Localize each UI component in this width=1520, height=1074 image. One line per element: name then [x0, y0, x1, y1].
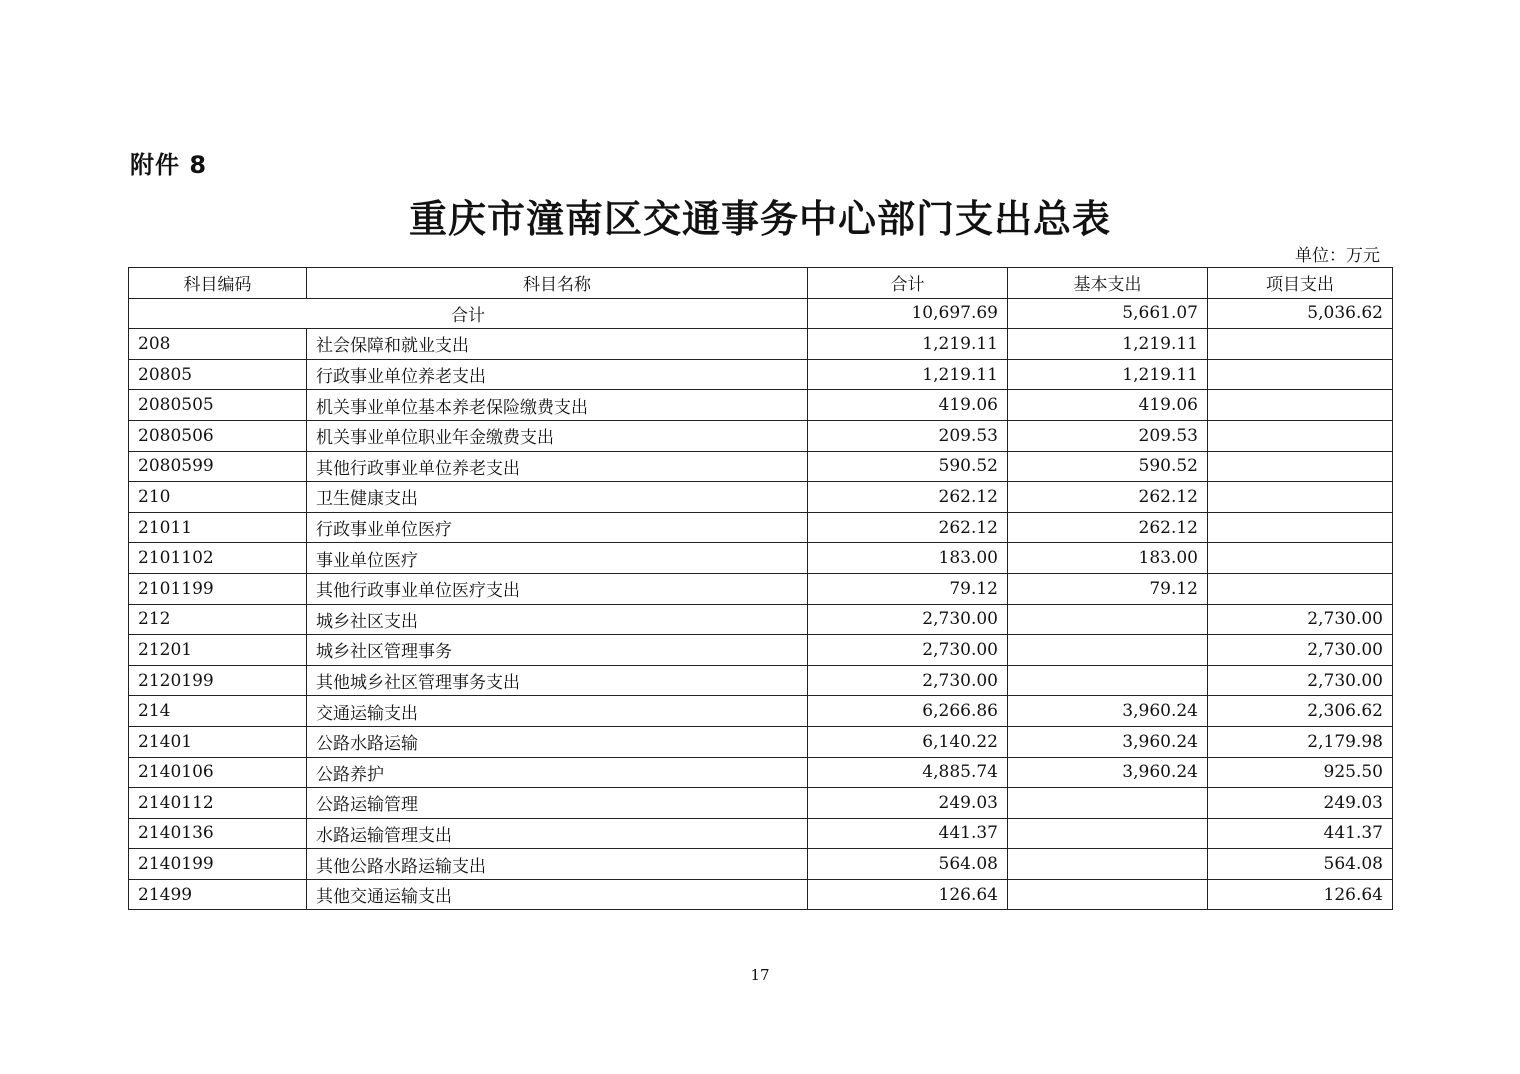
unit-label: 单位：万元	[1295, 246, 1380, 266]
table-row	[129, 696, 1393, 727]
table-row	[129, 757, 1393, 788]
table-row	[129, 573, 1393, 604]
cell-basic: 3,960.24	[1008, 696, 1208, 727]
cell-project	[1208, 543, 1393, 574]
cell-project	[1208, 482, 1393, 513]
summary-basic: 5,661.07	[1008, 298, 1208, 329]
cell-code: 2101102	[129, 543, 307, 574]
table-row	[129, 543, 1393, 574]
cell-name: 交通运输支出	[307, 696, 808, 727]
cell-basic	[1008, 635, 1208, 666]
cell-code: 20805	[129, 359, 307, 390]
table-body	[129, 298, 1393, 910]
cell-project	[1208, 359, 1393, 390]
cell-name: 机关事业单位基本养老保险缴费支出	[307, 390, 808, 421]
cell-code: 212	[129, 604, 307, 635]
table-row	[129, 879, 1393, 910]
cell-name: 卫生健康支出	[307, 482, 808, 513]
cell-total: 590.52	[808, 451, 1008, 482]
cell-name: 其他行政事业单位养老支出	[307, 451, 808, 482]
cell-total: 249.03	[808, 788, 1008, 819]
cell-name: 事业单位医疗	[307, 543, 808, 574]
cell-total: 79.12	[808, 573, 1008, 604]
header-basic: 基本支出	[1008, 268, 1208, 299]
cell-basic	[1008, 849, 1208, 880]
summary-total: 10,697.69	[808, 298, 1008, 329]
table-row	[129, 849, 1393, 880]
cell-code: 21401	[129, 726, 307, 757]
cell-project	[1208, 512, 1393, 543]
cell-project: 2,306.62	[1208, 696, 1393, 727]
table-row	[129, 359, 1393, 390]
table-row	[129, 788, 1393, 819]
cell-project	[1208, 420, 1393, 451]
cell-total: 126.64	[808, 879, 1008, 910]
cell-total: 2,730.00	[808, 665, 1008, 696]
summary-row	[129, 298, 1393, 329]
cell-basic: 79.12	[1008, 573, 1208, 604]
table-row	[129, 420, 1393, 451]
table-row	[129, 329, 1393, 360]
cell-total: 209.53	[808, 420, 1008, 451]
cell-total: 262.12	[808, 482, 1008, 513]
cell-code: 210	[129, 482, 307, 513]
cell-total: 2,730.00	[808, 604, 1008, 635]
header-code: 科目编码	[129, 268, 307, 299]
cell-basic: 209.53	[1008, 420, 1208, 451]
cell-project: 2,730.00	[1208, 665, 1393, 696]
cell-code: 2080505	[129, 390, 307, 421]
cell-basic	[1008, 665, 1208, 696]
cell-name: 机关事业单位职业年金缴费支出	[307, 420, 808, 451]
cell-project: 249.03	[1208, 788, 1393, 819]
cell-name: 城乡社区管理事务	[307, 635, 808, 666]
cell-code: 21201	[129, 635, 307, 666]
cell-name: 社会保障和就业支出	[307, 329, 808, 360]
cell-basic	[1008, 818, 1208, 849]
cell-code: 214	[129, 696, 307, 727]
cell-basic: 183.00	[1008, 543, 1208, 574]
cell-project	[1208, 451, 1393, 482]
cell-total: 183.00	[808, 543, 1008, 574]
table-row	[129, 818, 1393, 849]
cell-project: 564.08	[1208, 849, 1393, 880]
cell-code: 208	[129, 329, 307, 360]
cell-name: 城乡社区支出	[307, 604, 808, 635]
cell-name: 水路运输管理支出	[307, 818, 808, 849]
cell-total: 441.37	[808, 818, 1008, 849]
table-row	[129, 635, 1393, 666]
cell-code: 2140136	[129, 818, 307, 849]
page-number: 17	[750, 966, 770, 984]
table-row	[129, 482, 1393, 513]
cell-total: 262.12	[808, 512, 1008, 543]
table-row	[129, 390, 1393, 421]
expenditure-table	[128, 267, 1393, 910]
cell-basic: 262.12	[1008, 512, 1208, 543]
page-title: 重庆市潼南区交通事务中心部门支出总表	[408, 196, 1111, 241]
summary-label: 合计	[129, 298, 808, 329]
cell-name: 公路运输管理	[307, 788, 808, 819]
cell-project: 925.50	[1208, 757, 1393, 788]
cell-name: 行政事业单位养老支出	[307, 359, 808, 390]
cell-basic: 590.52	[1008, 451, 1208, 482]
cell-name: 公路养护	[307, 757, 808, 788]
cell-code: 21499	[129, 879, 307, 910]
cell-total: 1,219.11	[808, 359, 1008, 390]
cell-basic	[1008, 788, 1208, 819]
cell-total: 4,885.74	[808, 757, 1008, 788]
cell-project	[1208, 390, 1393, 421]
cell-total: 419.06	[808, 390, 1008, 421]
header-name: 科目名称	[307, 268, 808, 299]
cell-basic: 3,960.24	[1008, 726, 1208, 757]
cell-basic: 262.12	[1008, 482, 1208, 513]
cell-name: 公路水路运输	[307, 726, 808, 757]
cell-code: 21011	[129, 512, 307, 543]
cell-basic: 1,219.11	[1008, 329, 1208, 360]
cell-basic	[1008, 879, 1208, 910]
cell-code: 2120199	[129, 665, 307, 696]
cell-project: 126.64	[1208, 879, 1393, 910]
cell-total: 6,140.22	[808, 726, 1008, 757]
cell-name: 其他城乡社区管理事务支出	[307, 665, 808, 696]
summary-project: 5,036.62	[1208, 298, 1393, 329]
cell-project: 2,730.00	[1208, 604, 1393, 635]
cell-code: 2101199	[129, 573, 307, 604]
cell-code: 2140199	[129, 849, 307, 880]
attachment-label: 附件 8	[130, 151, 208, 179]
cell-code: 2080506	[129, 420, 307, 451]
table-header-row	[129, 268, 1393, 299]
cell-name: 其他交通运输支出	[307, 879, 808, 910]
cell-basic: 419.06	[1008, 390, 1208, 421]
table-row	[129, 604, 1393, 635]
cell-total: 2,730.00	[808, 635, 1008, 666]
cell-code: 2080599	[129, 451, 307, 482]
cell-basic: 3,960.24	[1008, 757, 1208, 788]
cell-code: 2140112	[129, 788, 307, 819]
table-row	[129, 512, 1393, 543]
table-row	[129, 665, 1393, 696]
cell-name: 其他行政事业单位医疗支出	[307, 573, 808, 604]
cell-name: 其他公路水路运输支出	[307, 849, 808, 880]
cell-project: 2,730.00	[1208, 635, 1393, 666]
header-total: 合计	[808, 268, 1008, 299]
header-project: 项目支出	[1208, 268, 1393, 299]
cell-total: 6,266.86	[808, 696, 1008, 727]
cell-name: 行政事业单位医疗	[307, 512, 808, 543]
cell-project: 2,179.98	[1208, 726, 1393, 757]
table-row	[129, 451, 1393, 482]
cell-project: 441.37	[1208, 818, 1393, 849]
cell-project	[1208, 573, 1393, 604]
cell-total: 564.08	[808, 849, 1008, 880]
table-row	[129, 726, 1393, 757]
cell-basic	[1008, 604, 1208, 635]
cell-code: 2140106	[129, 757, 307, 788]
cell-basic: 1,219.11	[1008, 359, 1208, 390]
cell-project	[1208, 329, 1393, 360]
cell-total: 1,219.11	[808, 329, 1008, 360]
